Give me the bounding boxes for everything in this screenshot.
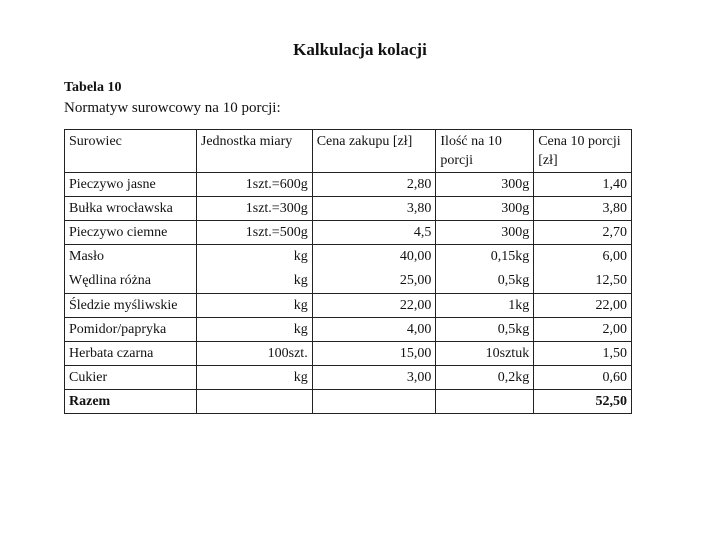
header-cost: Cena 10 porcji [zł] xyxy=(534,130,632,173)
unit-butter: kg xyxy=(293,249,308,264)
cell-cost: 0,60 xyxy=(534,366,632,390)
table-row xyxy=(65,221,632,245)
cell-cost: 1,50 xyxy=(534,342,632,366)
table-row xyxy=(65,173,632,197)
cell-quantity xyxy=(436,245,534,294)
cell-unit: kg xyxy=(196,366,312,390)
qty-cold-cuts: 0,5kg xyxy=(497,273,530,288)
cell-quantity: 10sztuk xyxy=(436,342,534,366)
cell-unit: kg xyxy=(196,318,312,342)
cell-unit xyxy=(196,245,312,294)
header-quantity: Ilość na 10 porcji xyxy=(436,130,534,173)
ingredient-butter: Masło xyxy=(69,249,104,264)
table-row xyxy=(65,366,632,390)
cell-unit: 100szt. xyxy=(196,342,312,366)
cell-ingredient xyxy=(65,245,197,294)
cell-cost: 3,80 xyxy=(534,197,632,221)
cell-price: 4,5 xyxy=(312,221,436,245)
cell-unit: 1szt.=600g xyxy=(196,173,312,197)
cell-price: 4,00 xyxy=(312,318,436,342)
table-row xyxy=(65,197,632,221)
cell-ingredient: Śledzie myśliwskie xyxy=(65,294,197,318)
cell-quantity: 1kg xyxy=(436,294,534,318)
table-label: Tabela 10 xyxy=(64,80,122,95)
cell-cost xyxy=(534,245,632,294)
cell-quantity: 0,2kg xyxy=(436,366,534,390)
cell-quantity: 300g xyxy=(436,197,534,221)
unit-cold-cuts: kg xyxy=(293,273,308,288)
cell-cost: 2,00 xyxy=(534,318,632,342)
page-title: Kalkulacja kolacji xyxy=(293,40,427,59)
table-subtitle: Normatyw surowcowy na 10 porcji: xyxy=(64,100,281,116)
cell-ingredient: Pomidor/papryka xyxy=(65,318,197,342)
cell-quantity: 300g xyxy=(436,173,534,197)
total-empty-cell xyxy=(312,390,436,414)
cell-ingredient: Herbata czarna xyxy=(65,342,197,366)
cell-unit: 1szt.=500g xyxy=(196,221,312,245)
cell-ingredient: Pieczywo jasne xyxy=(65,173,197,197)
header-unit: Jednostka miary xyxy=(196,130,312,173)
cell-price: 2,80 xyxy=(312,173,436,197)
price-cold-cuts: 25,00 xyxy=(399,273,432,288)
cell-price: 3,00 xyxy=(312,366,436,390)
cost-butter: 6,00 xyxy=(602,249,627,264)
ingredient-cold-cuts: Wędlina różna xyxy=(69,273,152,288)
qty-butter: 0,15kg xyxy=(490,249,530,264)
cell-cost: 22,00 xyxy=(534,294,632,318)
cell-price: 3,80 xyxy=(312,197,436,221)
cell-price: 15,00 xyxy=(312,342,436,366)
header-purchase-price: Cena zakupu [zł] xyxy=(312,130,436,173)
table-row xyxy=(65,294,632,318)
cell-quantity: 300g xyxy=(436,221,534,245)
cell-quantity: 0,5kg xyxy=(436,318,534,342)
table-row xyxy=(65,342,632,366)
cell-price xyxy=(312,245,436,294)
price-butter: 40,00 xyxy=(399,249,432,264)
table-row xyxy=(65,318,632,342)
total-empty-cell xyxy=(436,390,534,414)
ingredients-table xyxy=(64,129,632,414)
cost-cold-cuts: 12,50 xyxy=(595,273,627,288)
total-row xyxy=(65,390,632,414)
cell-cost: 1,40 xyxy=(534,173,632,197)
cell-ingredient: Bułka wrocławska xyxy=(65,197,197,221)
cell-ingredient: Cukier xyxy=(65,366,197,390)
cell-cost: 2,70 xyxy=(534,221,632,245)
cell-price: 22,00 xyxy=(312,294,436,318)
table-header-row xyxy=(65,130,632,173)
cell-unit: kg xyxy=(196,294,312,318)
cell-ingredient: Pieczywo ciemne xyxy=(65,221,197,245)
cell-unit: 1szt.=300g xyxy=(196,197,312,221)
header-ingredient: Surowiec xyxy=(65,130,197,173)
total-empty-cell xyxy=(196,390,312,414)
table-row xyxy=(65,245,632,294)
total-value: 52,50 xyxy=(534,390,632,414)
total-label: Razem xyxy=(65,390,197,414)
